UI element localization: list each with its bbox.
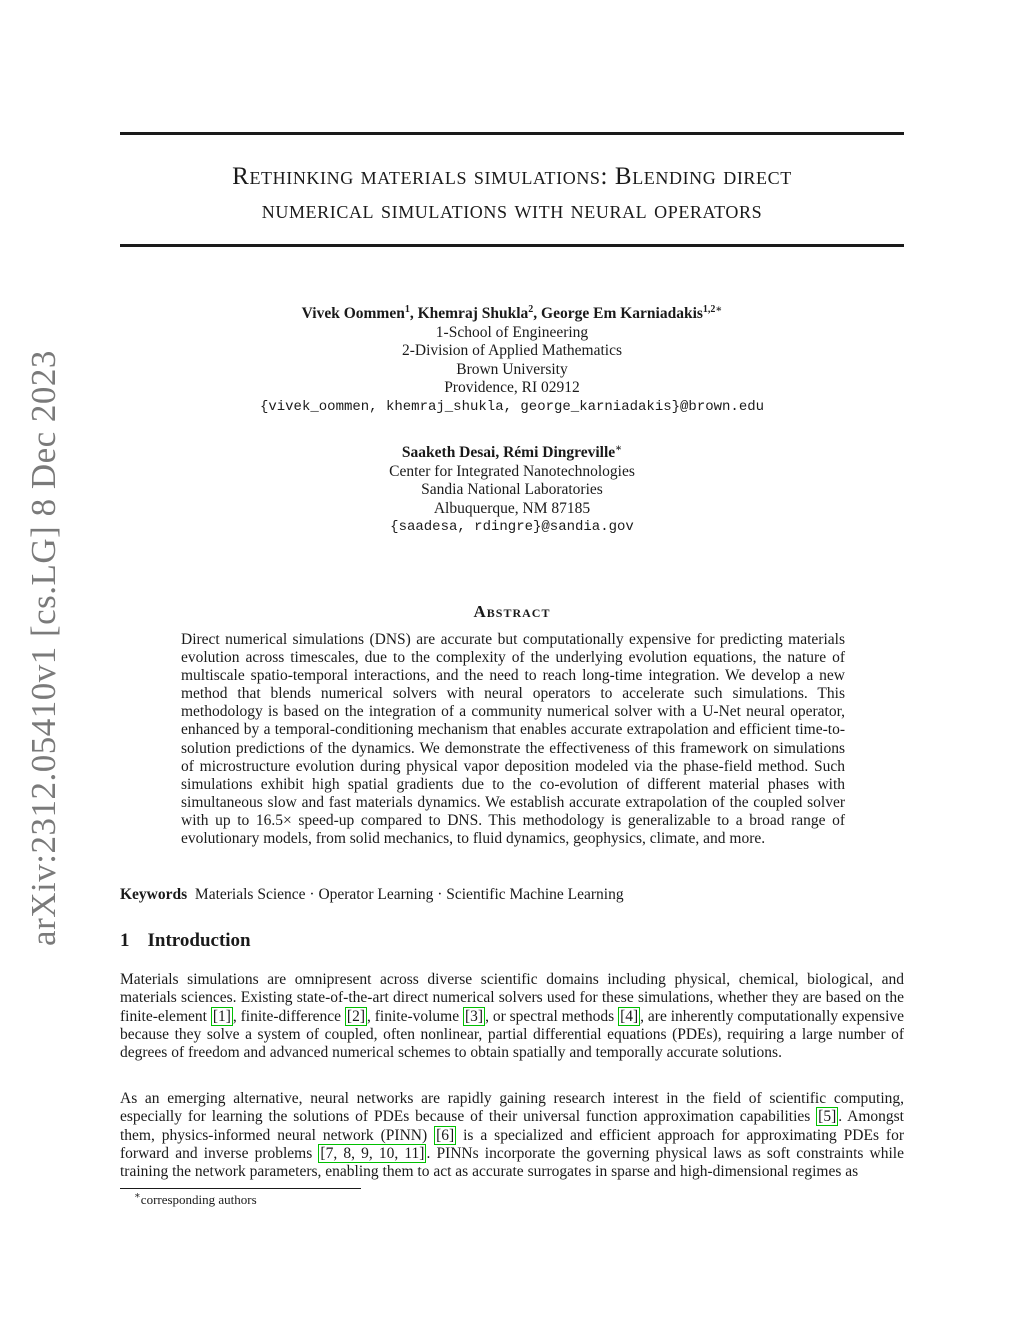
- affiliation-line: Center for Integrated Nanotechnologies: [389, 462, 635, 480]
- abstract-heading: Abstract: [473, 602, 551, 621]
- title-line-2: numerical simulations with neural operators: [261, 197, 763, 224]
- keywords-line: [120, 886, 624, 904]
- paragraph-text: . PINNs incorporate the governing physical laws as soft constraints while training the network parameters, enabling them to act as accurate surrogates in sparse and high-dimensional regimes as: [120, 1144, 904, 1181]
- intro-paragraph-2: [120, 1090, 904, 1181]
- citation-link[interactable]: [5]: [818, 1108, 837, 1126]
- section-title-text: Introduction: [147, 930, 251, 951]
- citation-link[interactable]: [7, 8, 9, 10, 11]: [320, 1144, 425, 1162]
- paragraph-text: Materials simulations are omnipresent across diverse scientific domains including physical, chemical, biological, and materials sciences. Existing state-of-the-art direct numerical solvers used for these simulations, whether they are based on the finite-element: [120, 971, 904, 1025]
- author-group-brown: [120, 305, 904, 416]
- footnote-text: corresponding authors: [140, 1192, 257, 1207]
- paragraph-text: , or spectral methods: [485, 1007, 619, 1025]
- author-name: Vivek Oommen: [301, 305, 405, 322]
- author-affil-mark: ∗: [615, 442, 623, 454]
- author-affil-mark: 1: [404, 303, 410, 315]
- affiliation-line: Brown University: [456, 360, 568, 378]
- keywords-text: Materials Science · Operator Learning · Scientific Machine Learning: [194, 886, 624, 903]
- paragraph-text: , finite-difference: [232, 1007, 345, 1025]
- author-names-sandia: [120, 444, 904, 463]
- footnote: [134, 1192, 257, 1208]
- paper-title: [120, 160, 904, 228]
- paragraph-text: As an emerging alternative, neural networks are rapidly gaining research interest in the field of scientific computing, especially for learning the solutions of PDEs because of their universal function approximation capabilities: [120, 1090, 904, 1126]
- citation-link[interactable]: [3]: [465, 1007, 484, 1025]
- arxiv-identifier: arXiv:2312.05410v1 [cs.LG] 8 Dec 2023: [24, 350, 63, 946]
- footnote-mark: ∗: [134, 1190, 141, 1202]
- section-heading-introduction: [120, 930, 251, 952]
- intro-paragraph-1: [120, 971, 904, 1062]
- author-email-brown: {vivek_oommen, khemraj_shukla, george_karniadakis}@brown.edu: [259, 398, 765, 415]
- abstract-text: Direct numerical simulations (DNS) are accurate but computationally expensive for predicting materials evolution across timescales, due to the complexity of the underlying evolution equations, the nature of multiscale spatio-temporal interactions, and the need to reach long-time integration. We develop a new method that blends numerical solvers with neural operators to accelerate such simulations. This methodology is based on the integration of a community numerical solver with a U-Net neural operator, enhanced by a temporal-conditioning mechanism that enables accurate extrapolation and efficient time-to-solution predictions of the dynamics. We demonstrate the effectiveness of this framework on simulations of microstructure evolution during physical vapor deposition modeled via the phase-field method. Such simulations exhibit high spatial gradients due to the co-evolution of different material phases with simultaneous slow and fast materials dynamics. We establish accurate extrapolation of the coupled solver with up to 16.5× speed-up compared to DNS. This methodology is generalizable to a broad range of evolutionary models, from solid mechanics, to fluid dynamics, geophysics, climate, and more.: [181, 631, 845, 848]
- author-group-sandia: [120, 444, 904, 537]
- affiliation-line: 2-Division of Applied Mathematics: [402, 342, 622, 359]
- section-number: 1: [120, 930, 130, 951]
- affiliation-line: Albuquerque, NM 87185: [433, 499, 591, 517]
- author-email-sandia: {saadesa, rdingre}@sandia.gov: [390, 519, 634, 535]
- citation-link[interactable]: [6]: [436, 1126, 455, 1144]
- citation-link[interactable]: [1]: [212, 1007, 231, 1025]
- author-names-text: Saaketh Desai, Rémi Dingreville: [401, 444, 616, 461]
- paragraph-text: is a specialized and efficient approach for approximating PDEs for forward and inverse problems: [120, 1126, 904, 1162]
- paragraph-text: , are inherently computationally expensive because they solve a system of coupled, often nonlinear, partial differential equations (PDEs), requiring a large number of degrees of freedom and advanced numerical schemes to obtain spatially and temporally accurate solutions.: [120, 1007, 905, 1062]
- citation-link[interactable]: [4]: [620, 1007, 639, 1025]
- affiliation-line: Sandia National Laboratories: [421, 481, 603, 498]
- citation-link[interactable]: [2]: [346, 1007, 365, 1025]
- author-affil-mark: 2: [528, 303, 534, 315]
- author-name: George Em Karniadakis: [541, 305, 703, 322]
- title-top-rule: [120, 132, 904, 135]
- affiliation-line: Providence, RI 02912: [444, 379, 580, 396]
- footnote-rule: [120, 1188, 361, 1189]
- title-line-1: Rethinking materials simulations: Blending direct: [232, 163, 792, 190]
- title-bottom-rule: [120, 244, 904, 247]
- paragraph-text: . Amongst them, physics-informed neural network (PINN): [120, 1108, 904, 1144]
- author-names-brown: Vivek Oommen$^1$, Khemraj Shukla$^2$, George Em Karniadakis$^{1,2∗}$: [301, 303, 723, 322]
- keywords-label: Keywords: [120, 886, 188, 903]
- author-affil-mark: 1,2∗: [702, 303, 723, 315]
- paragraph-text: , finite-volume: [367, 1007, 463, 1025]
- author-name: Khemraj Shukla: [417, 305, 529, 322]
- affiliation-line: 1-School of Engineering: [435, 323, 589, 341]
